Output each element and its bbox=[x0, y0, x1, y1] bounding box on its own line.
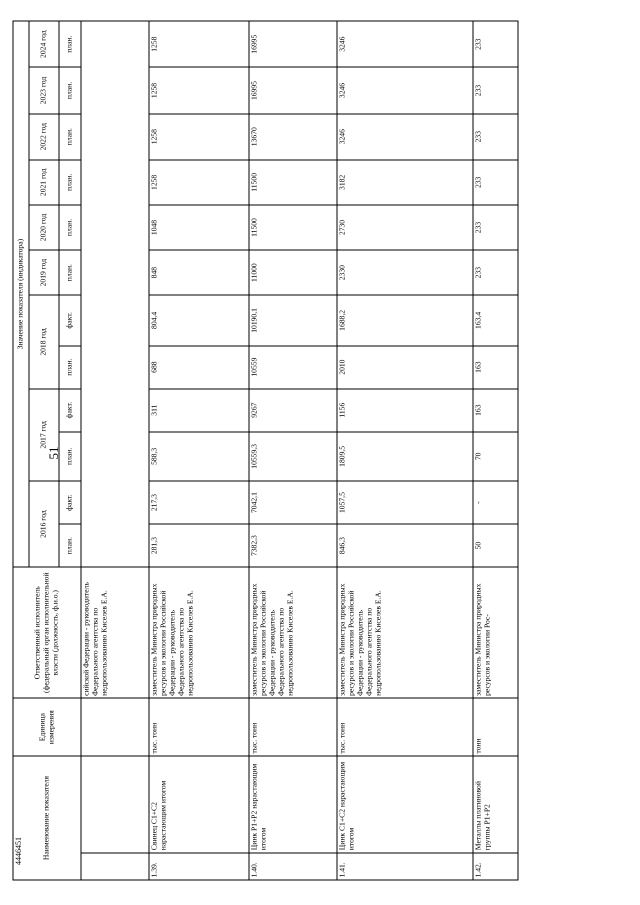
header-fact: факт. bbox=[59, 389, 81, 432]
value-cell: 3182 bbox=[337, 160, 473, 205]
value-cell: 1258 bbox=[149, 114, 249, 160]
value-cell: 2010 bbox=[337, 346, 473, 389]
header-year: 2022 год bbox=[29, 114, 59, 160]
value-cell: 1057,5 bbox=[337, 481, 473, 524]
header-plan: план. bbox=[59, 432, 81, 481]
header-plan: план. bbox=[59, 205, 81, 250]
header-year: 2018 год bbox=[29, 295, 59, 388]
value-cell: 16995 bbox=[249, 21, 337, 67]
value-cell: 70 bbox=[473, 432, 518, 481]
header-responsible: Ответственный исполнитель (федеральный орган исполнительной власти (должность, ф.и.о.) bbox=[13, 567, 81, 698]
header-plan: план. bbox=[59, 346, 81, 389]
value-cell: 16995 bbox=[249, 67, 337, 113]
row-unit: тыс. тонн bbox=[249, 698, 337, 756]
value-cell: 1258 bbox=[149, 67, 249, 113]
continuation-responsible: сийской Федерации - руководитель Федерального агентства по недропользованию Киселев Е.А. bbox=[81, 567, 149, 698]
row-unit: тонн bbox=[473, 698, 518, 756]
table-body bbox=[81, 21, 518, 880]
value-cell: 163,4 bbox=[473, 295, 518, 345]
value-cell: 233 bbox=[473, 160, 518, 205]
row-responsible: заместитель Министра природных ресурсов и экологии Российской Федерации - руководитель Федерального агентства по недропользованию Киселев Е.А. bbox=[149, 567, 249, 698]
value-cell: 163 bbox=[473, 389, 518, 432]
row-responsible: заместитель Министра природных ресурсов и экологии Российской Федерации - руководитель Федерального агентства по недропользованию Киселев Е.А. bbox=[249, 567, 337, 698]
header-plan: план. bbox=[59, 160, 81, 205]
header-values-group: Значение показателя (индикатора) bbox=[13, 21, 29, 567]
rotated-table-wrapper bbox=[13, 21, 568, 881]
header-name: Наименование показателя bbox=[13, 756, 81, 880]
row-responsible: заместитель Министра природных ресурсов и экологии Российской Федерации - руководитель Федерального агентства по недропользованию Киселев Е.А. bbox=[337, 567, 473, 698]
indicators-table bbox=[13, 21, 519, 881]
row-unit: тыс. тонн bbox=[149, 698, 249, 756]
value-cell: 11500 bbox=[249, 160, 337, 205]
value-cell: 1809,5 bbox=[337, 432, 473, 481]
table-row bbox=[473, 21, 518, 880]
value-cell: 10190,1 bbox=[249, 295, 337, 345]
row-name: Цинк С1+С2 нарастающим итогом bbox=[337, 756, 473, 853]
value-cell: 3246 bbox=[337, 21, 473, 67]
row-number: 1.41. bbox=[337, 853, 473, 880]
header-unit: Единица измерения bbox=[13, 698, 81, 756]
value-cell: 1688,2 bbox=[337, 295, 473, 345]
header-plan: план. bbox=[59, 21, 81, 67]
table-row bbox=[337, 21, 473, 880]
header-year: 2020 год bbox=[29, 205, 59, 250]
header-plan: план. bbox=[59, 67, 81, 113]
header-fact: факт. bbox=[59, 481, 81, 524]
table-header bbox=[13, 21, 81, 880]
row-number: 1.40. bbox=[249, 853, 337, 880]
value-cell: 3246 bbox=[337, 114, 473, 160]
value-cell: 1048 bbox=[149, 205, 249, 250]
row-unit: тыс. тонн bbox=[337, 698, 473, 756]
row-name: Цинк Р1+Р2 нарастающим итогом bbox=[249, 756, 337, 853]
header-year: 2024 год bbox=[29, 21, 59, 67]
value-cell: 9267 bbox=[249, 389, 337, 432]
value-cell: 2730 bbox=[337, 205, 473, 250]
row-number: 1.42. bbox=[473, 853, 518, 880]
value-cell: 688 bbox=[149, 346, 249, 389]
value-cell: 11500 bbox=[249, 205, 337, 250]
value-cell: 233 bbox=[473, 250, 518, 295]
value-cell: 804,4 bbox=[149, 295, 249, 345]
table-row bbox=[149, 21, 249, 880]
value-cell: 311 bbox=[149, 389, 249, 432]
header-year: 2023 год bbox=[29, 67, 59, 113]
row-name: Свинец С1+С2 нарастающим итогом bbox=[149, 756, 249, 853]
value-cell: 281,3 bbox=[149, 524, 249, 567]
value-cell: 233 bbox=[473, 205, 518, 250]
row-number: 1.39. bbox=[149, 853, 249, 880]
row-responsible: заместитель Министра природных ресурсов и экологии Рос- bbox=[473, 567, 518, 698]
header-year: 2019 год bbox=[29, 250, 59, 295]
value-cell: 217,3 bbox=[149, 481, 249, 524]
header-plan: план. bbox=[59, 250, 81, 295]
value-cell: 233 bbox=[473, 21, 518, 67]
value-cell: - bbox=[473, 481, 518, 524]
document-id: 4446451 bbox=[14, 837, 23, 865]
value-cell: 2330 bbox=[337, 250, 473, 295]
header-year: 2016 год bbox=[29, 481, 59, 567]
value-cell: 1258 bbox=[149, 21, 249, 67]
continuation-row bbox=[81, 21, 149, 880]
value-cell: 846,3 bbox=[337, 524, 473, 567]
header-year: 2017 год bbox=[29, 389, 59, 481]
value-cell: 233 bbox=[473, 67, 518, 113]
table-row bbox=[249, 21, 337, 880]
value-cell: 13670 bbox=[249, 114, 337, 160]
value-cell: 10559,3 bbox=[249, 432, 337, 481]
value-cell: 1156 bbox=[337, 389, 473, 432]
header-year: 2021 год bbox=[29, 160, 59, 205]
value-cell: 7382,3 bbox=[249, 524, 337, 567]
header-fact: факт. bbox=[59, 295, 81, 345]
value-cell: 588,3 bbox=[149, 432, 249, 481]
value-cell: 1258 bbox=[149, 160, 249, 205]
value-cell: 11000 bbox=[249, 250, 337, 295]
header-plan: план. bbox=[59, 114, 81, 160]
header-plan: план. bbox=[59, 524, 81, 567]
value-cell: 3246 bbox=[337, 67, 473, 113]
value-cell: 50 bbox=[473, 524, 518, 567]
row-name: Металлы платиновой группы Р1+Р2 bbox=[473, 756, 518, 853]
value-cell: 10559 bbox=[249, 346, 337, 389]
value-cell: 7042,1 bbox=[249, 481, 337, 524]
page-number: 51 bbox=[46, 446, 61, 460]
value-cell: 233 bbox=[473, 114, 518, 160]
value-cell: 163 bbox=[473, 346, 518, 389]
value-cell: 848 bbox=[149, 250, 249, 295]
